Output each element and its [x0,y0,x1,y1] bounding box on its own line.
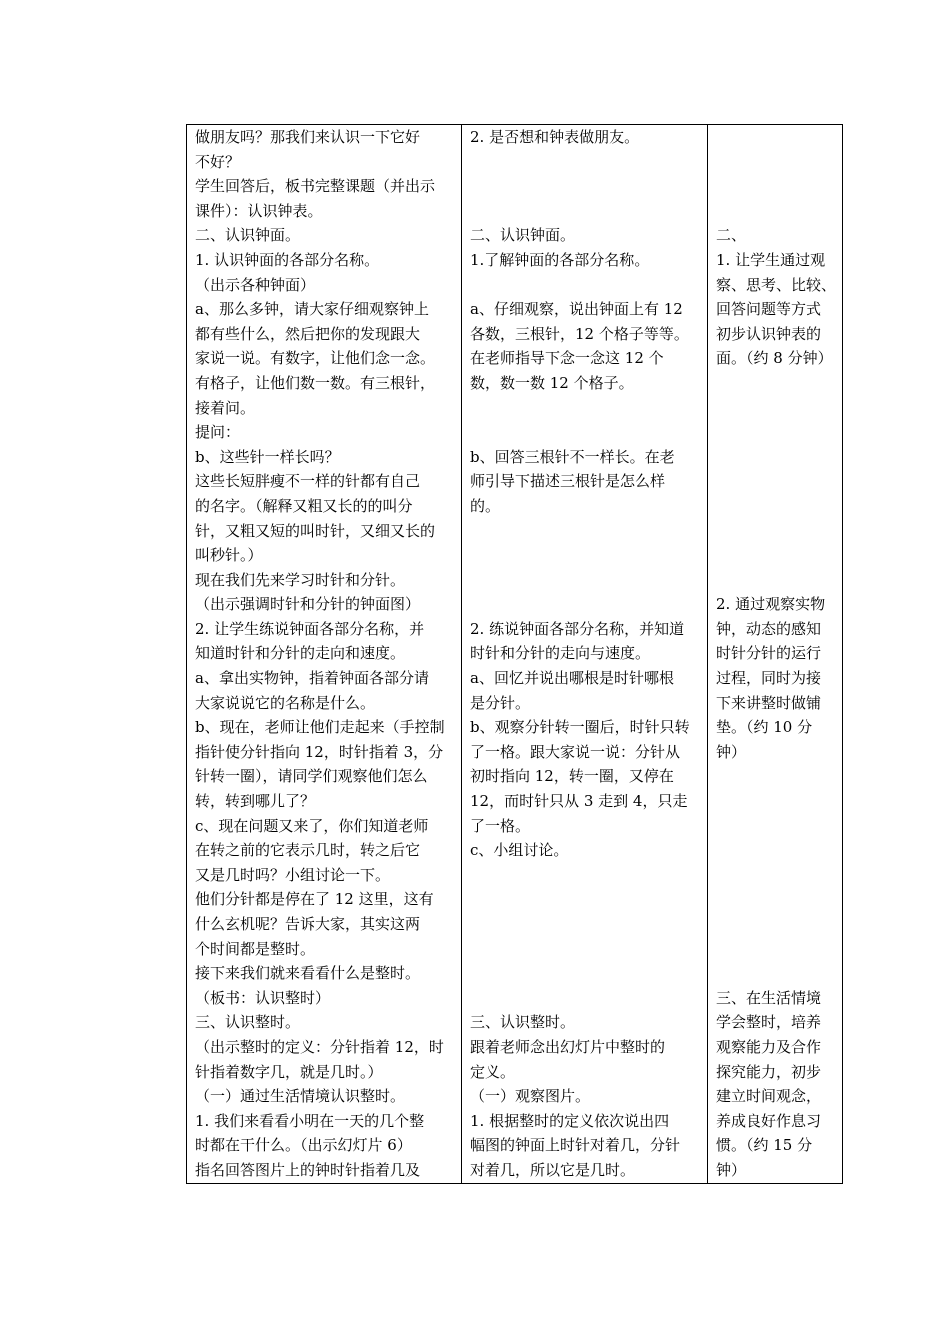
design-intent-lines [716,125,837,1183]
student-line: 是分针。 [470,693,531,712]
intent-line [716,838,834,863]
intent-line: 三、在生活情境 [716,988,822,1007]
intent-line [716,199,834,224]
student-line [470,568,699,593]
teacher-line: （板书：认识整时） [195,988,331,1007]
intent-line [716,887,834,912]
teacher-line: 这些长短胖瘦不一样的针都有自己 [195,472,421,491]
teacher-line: 在转之前的它表示几时，转之后它 [195,841,421,860]
intent-line: 观察能力及合作 [716,1037,822,1056]
teacher-line: 2. 让学生练说钟面各部分名称，并 [195,619,425,638]
intent-line [716,150,834,175]
intent-line: 垫。（约 10 分 [716,718,813,737]
intent-line: 学会整时，培养 [716,1013,822,1032]
intent-line: 回答问题等方式 [716,300,822,319]
student-line: 定义。 [470,1062,516,1081]
teacher-line: 又是几时吗？小组讨论一下。 [195,865,391,884]
teacher-line: 知道时针和分针的走向和速度。 [195,644,406,663]
teacher-line: 做朋友吗？那我们来认识一下它好 [195,128,421,146]
student-line: 12，而时针只从 3 走到 4，只走 [470,792,688,811]
teacher-line: 转，转到哪儿了？ [195,792,316,811]
intent-line [716,937,834,962]
student-line: b、回答三根针不一样长。在老 [470,447,675,466]
intent-line [716,543,834,568]
teacher-line: c、现在问题又来了，你们知道老师 [195,816,429,835]
intent-line [716,420,834,445]
intent-line: 养成良好作息习 [716,1111,822,1130]
student-activity-cell [462,125,708,1184]
intent-line: 2. 通过观察实物 [716,595,826,614]
teacher-line: 指名回答图片上的钟时针指着几及 [195,1160,421,1179]
teacher-line: b、现在，老师让他们走起来（手控制 [195,718,445,737]
student-line [470,887,699,912]
student-line: a、仔细观察，说出钟面上有 12 [470,300,683,319]
intent-line: 1. 让学生通过观 [716,250,826,269]
intent-line: 建立时间观念， [716,1087,822,1106]
intent-line [716,764,834,789]
teacher-line: 指针使分针指向 12，时针指着 3，分 [195,742,444,761]
intent-line [716,519,834,544]
student-line [470,986,699,1011]
teacher-line: （一）通过生活情境认识整时。 [195,1087,406,1106]
teacher-line: a、拿出实物钟，指着钟面各部分请 [195,669,429,688]
student-line: 了一格。跟大家说一说：分针从 [470,742,681,761]
intent-line: 二、 [716,226,747,245]
student-line: 了一格。 [470,816,531,835]
student-line [470,174,699,199]
student-line [470,150,699,175]
student-line: 的。 [470,496,501,515]
student-line: 二、认识钟面。 [470,226,576,245]
teacher-line: 课件）：认识钟表。 [195,201,323,220]
intent-line: 钟） [716,742,747,761]
teacher-line: b、这些针一样长吗？ [195,447,340,466]
intent-line [716,568,834,593]
intent-line: 察、思考、比较、 [716,275,837,294]
teacher-line: 什么玄机呢？告诉大家，其实这两 [195,915,421,933]
intent-line: 初步认识钟表的 [716,324,822,343]
student-line: 在老师指导下念一念这 12 个 [470,349,664,368]
teacher-activity-cell [187,125,462,1184]
intent-line [716,174,834,199]
teacher-line: 针指着数字几，就是几时。） [195,1062,383,1081]
intent-line [716,863,834,888]
intent-line: 钟，动态的感知 [716,619,822,638]
teacher-line: 个时间都是整时。 [195,939,316,958]
teacher-line: 针转一圈），请同学们观察他们怎么 [195,767,428,786]
intent-line [716,789,834,814]
student-line [470,592,699,617]
student-line [470,199,699,224]
design-intent-cell [708,125,843,1184]
teacher-line: 现在我们先来学习时针和分针。 [195,570,406,589]
student-line: 数，数一数 12 个格子。 [470,373,634,392]
student-line: a、回忆并说出哪根是时针哪根 [470,669,674,688]
student-line: 1.了解钟面的各部分名称。 [470,250,650,269]
intent-line [716,125,834,150]
student-line [470,543,699,568]
student-line: 2. 练说钟面各部分名称，并知道 [470,619,685,638]
student-line: b、观察分针转一圈后，时针只转 [470,718,690,737]
student-activity-lines [470,125,699,1183]
intent-line: 钟） [716,1160,747,1179]
intent-line: 探究能力，初步 [716,1062,822,1081]
student-line [470,273,699,298]
intent-line [716,469,834,494]
teacher-line: （出示强调时针和分针的钟面图） [195,595,421,614]
intent-line: 面。（约 8 分钟） [716,349,833,368]
student-line: 三、认识整时。 [470,1013,576,1032]
student-line [470,863,699,888]
intent-line: 惯。（约 15 分 [716,1136,813,1155]
teacher-line: 学生回答后，板书完整课题（并出示 [195,177,436,196]
teacher-line: 家说一说。有数字，让他们念一念。 [195,349,436,368]
teacher-line: 叫秒针。） [195,546,263,565]
intent-line [716,371,834,396]
student-line: 跟着老师念出幻灯片中整时的 [470,1037,666,1056]
teacher-activity-lines [195,125,453,1183]
student-line [470,961,699,986]
student-line [470,396,699,421]
teacher-line: 接下来我们就来看看什么是整时。 [195,964,421,983]
teacher-line: 他们分针都是停在了 12 这里，这有 [195,890,434,909]
intent-line [716,814,834,839]
student-line: 1. 根据整时的定义依次说出四 [470,1111,670,1130]
intent-line [716,961,834,986]
student-line: （一）观察图片。 [470,1087,591,1106]
student-line: 师引导下描述三根针是怎么样 [470,472,666,491]
intent-line [716,912,834,937]
teacher-line: 二、认识钟面。 [195,226,301,245]
teacher-line: 都有些什么，然后把你的发现跟大 [195,324,421,343]
intent-line [716,396,834,421]
student-line: 2. 是否想和钟表做朋友。 [470,128,640,146]
student-line: c、小组讨论。 [470,841,569,860]
teacher-line: 三、认识整时。 [195,1013,301,1032]
student-line: 各数，三根针，12 个格子等等。 [470,324,689,343]
intent-line [716,445,834,470]
teacher-line: 的名字。（解释又粗又长的的叫分 [195,496,413,515]
student-line: 幅图的钟面上时针对着几，分针 [470,1136,681,1155]
teacher-line: 时都在干什么。（出示幻灯片 6） [195,1136,412,1155]
teacher-line: 接着问。 [195,398,256,417]
teacher-line: （出示整时的定义：分针指着 12，时 [195,1037,444,1056]
teacher-line: 1. 我们来看看小明在一天的几个整 [195,1111,425,1130]
student-line [470,912,699,937]
student-line: 对着几，所以它是几时。 [470,1160,636,1179]
student-line: 时针和分针的走向与速度。 [470,644,651,663]
table-row [187,125,843,1184]
teacher-line: a、那么多钟，请大家仔细观察钟上 [195,300,429,319]
intent-line: 时针分针的运行 [716,644,822,663]
teacher-line: 大家说说它的名称是什么。 [195,693,376,712]
teacher-line: 1. 认识钟面的各部分名称。 [195,250,380,269]
teacher-line: 提问： [195,423,241,442]
intent-line: 过程，同时为接 [716,669,822,688]
student-line [470,420,699,445]
teacher-line: （出示各种钟面） [195,275,316,294]
teacher-line: 不好？ [195,152,241,171]
student-line [470,937,699,962]
intent-line: 下来讲整时做铺 [716,693,822,712]
intent-line [716,494,834,519]
student-line: 初时指向 12，转一圈，又停在 [470,767,674,786]
teacher-line: 针，又粗又短的叫时针，又细又长的 [195,521,436,540]
teacher-line: 有格子，让他们数一数。有三根针， [195,373,436,392]
student-line [470,519,699,544]
lesson-plan-table [186,124,843,1184]
